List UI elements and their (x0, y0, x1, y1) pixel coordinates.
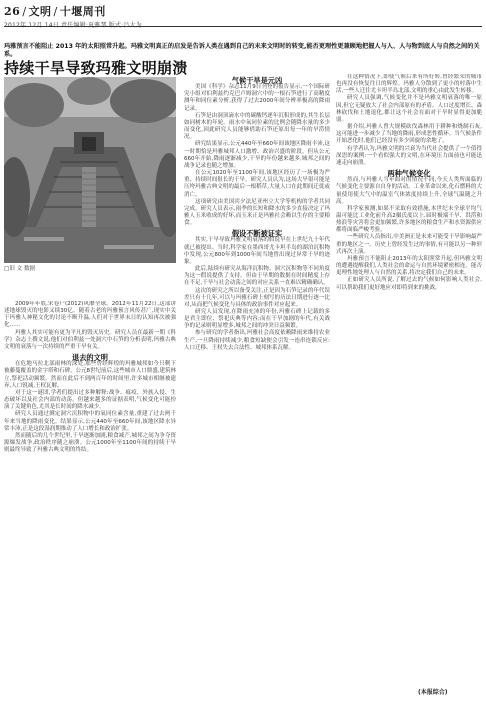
paragraph: 对于这一谜团,学者们提出过多种解释:战争、瘟疫、外族入侵、生态破坏以及社会内部的动荡。但越来越多的证据表明,气候变化可能扮演了关键角色,尤其是长时间的降水减少。 (4, 389, 176, 411)
paragraph: 据介绍,玛雅人曾大规模砍伐森林用于耕种和烧制石灰,这可能进一步减少了当地的降雨,形成恶性循环。当气候条件开始恶化时,他们已经没有多少回旋的余地了。 (336, 124, 482, 145)
paragraph: 这次的研究之所以备受关注,正是因为石笋记录的年代误差只有十几年,可以与玛雅石碑上刻写的历法日期进行逐一比对,从而把气候变化与具体的政治事件对应起来。 (184, 287, 330, 308)
paragraph: 研究人员强调,气候变化并不是玛雅文明衰落的唯一原因,但它无疑放大了社会内部原有的矛盾。人口过度增长、森林砍伐和土地退化,都让这个社会在面对干旱时显得更加脆弱。 (336, 95, 482, 123)
paragraph: 然而,与玛雅人当年面对的情况不同,今天人类所面临的气候变化主要源自自身的活动。工业革命以来,化石燃料的大量使用使大气中的温室气体浓度持续上升,全球气温随之升高。 (336, 177, 482, 205)
paragraph: 玛雅人其实可能有更为平凡的毁灭历史。研究人员在最新一期《科学》杂志上撰文说,他们对伯利兹一处洞穴中石笋的分析表明,玛雅古典文明的衰落与一次持续的严重干旱有关。 (4, 329, 176, 350)
photo-illustration (4, 77, 176, 263)
edition-name: 十堰周刊 (59, 5, 106, 18)
ruins-photo (4, 77, 176, 263)
page-number: 26 (4, 5, 21, 18)
paragraph: 在公元1020年至1100年间,该地区经历了一场极为严重、持续时间很长的干旱。研究人员认为,这场大旱很可能是压垮玛雅古典文明的最后一根稻草,大量人口在此期间迁徙或消亡。 (184, 170, 330, 198)
article-signature: (本报综合) (418, 689, 448, 696)
article-title: 持续干旱导致玛雅文明崩溃 (4, 59, 188, 77)
paragraph: 然而随后的几个世纪里,干旱逐渐加剧,粮食减产,城邦之间为争夺资源爆发战争,政治秩序随之崩溃。公元1000年至1100年间的持续干旱则最终导致了玛雅古典文明的终结。 (4, 432, 176, 454)
paragraph: 正如研究人员所说,了解过去的气候如何影响人类社会,可以帮助我们更好地应对即将到来的挑战。 (336, 277, 482, 291)
paragraph: 在这种情况下,即使气候后来有所好转,曾经繁荣的城市也再没有恢复往日的辉煌。玛雅人分散到了更小的村落中生活,一些人迁往尤卡坦半岛北部,文明的重心由此发生转移。 (336, 74, 482, 95)
paragraph: 研究结果显示,公元440年至660年间该地区降雨丰沛,这一时期恰是玛雅城邦人口激增、政治兴盛的阶段。但从公元660年开始,降雨逐渐减少,干旱的年份越来越多,城邦之间的战争记录也随之增加。 (184, 141, 330, 169)
subheading: 气候干旱是元凶 (231, 76, 283, 85)
paragraph: 这项研究由美国宾夕法尼亚州立大学等机构的学者共同完成。研究人员表示,雨季的长短和降水的多少直接决定了玛雅人玉米收成的好坏,而玉米正是玛雅社会赖以生存的主要粮食。 (184, 198, 330, 227)
paragraph: 研究人员通过测定洞穴沉积物中的氧同位素含量,重建了过去两千年来当地的降雨变化。结果显示,公元440年至660年间,该地区降水异常丰沛,正是这段湿润期推动了人口增长和政治扩张。 (4, 411, 176, 432)
paragraph: 其实,干旱导致玛雅文明衰落的假说早在上世纪九十年代就已被提出。当时,科学家在墨西哥尤卡坦半岛的湖泊沉积物中发现,公元800年到1000年间当地曾出现过异常干旱的迹象。 (184, 237, 330, 265)
paragraph: 有学者认为,玛雅文明的兴衰为当代社会提供了一个值得深思的案例:一个看似强大的文明,在环境压力面前也可能迅速走向崩溃。 (336, 145, 482, 166)
photo-caption: □旧 文 数据 (4, 266, 36, 272)
lead-paragraph: 玛雅预言不能阻止 2013 年的太阳照常升起。玛雅文明真正的启发是告诉人类在遇到自己的未来文明时的转变,能否更理性更兼顾地把握人与人、人与物到底人与自然之间的关系。 (4, 43, 480, 58)
page-header (4, 3, 482, 27)
section-name: 文明 (28, 5, 52, 18)
paragraph: 美国《科学》杂志11月9日刊登的报告显示,一个国际研究小组对伯利兹约克巴卢姆洞穴中的一根石笋进行了高精度测年和同位素分析,获得了过去2000年间分辨率极高的降雨记录。 (184, 84, 330, 112)
paragraph: 在危地马拉北部雨林的深处,那些曾经辉煌的玛雅城邦如今只剩下被藤蔓覆盖的金字塔和石碑。公元8世纪前后,这些城市人口鼎盛,建筑林立,祭祀活动频繁。然而在此后不到两百年的时间里,许多城市相继被遗弃,人口锐减,王权瓦解。 (4, 361, 176, 389)
paragraph: 科学家预测,如果不采取有效措施,本世纪末全球平均气温可能比工业化前升高2摄氏度以上,届时极端干旱、洪涝和热浪等灾害将会更加频繁,许多地区的粮食生产和水资源供应都将面临严峻考验。 (336, 205, 482, 234)
paragraph: 参与研究的学者指出,玛雅社会高度依赖降雨来维持农业生产,一旦降雨持续减少,粮食短缺便会引发一连串连锁反应:人口迁移、王权失去合法性、城邦体系瓦解。 (184, 330, 330, 351)
article-column-2 (184, 74, 330, 697)
paragraph: 此后,陆续有研究从海洋沉积物、洞穴沉积物等不同角度为这一假说提供了支持。但由于早期的数据在时间精度上存在不足,干旱与社会动荡之间的对应关系一直难以精确确认。 (184, 266, 330, 287)
paragraph: 2009年年底,宋卷尸(2012)风靡全球。2012年11月22日,这部讲述地球毁灭的电影又续30亿。随着古老的玛雅预言风传甚广,现实中关于玛雅人神秘文化的讨论不断升温,人们对于世界末日的认知再次被强化…… (4, 301, 176, 329)
article-column-3 (336, 74, 482, 697)
paragraph: 一些研究人员指出,中美洲正是未来可能受干旱影响最严重的地区之一。历史上曾经发生过的事情,有可能以另一种形式再次上演。 (336, 234, 482, 255)
header-meta: 2012年 12月 14日 责任编辑:夏雅琴 版式:吕大为 (4, 22, 143, 29)
paragraph: 石笋是由洞顶滴水中的碳酸钙逐年沉积形成的,其生长层如同树木的年轮。雨水中氧同位素的比例会随降水量的多少而变化,因此研究人员能够借助石笋还原出每一年的旱涝情况。 (184, 112, 330, 141)
subheading: 退去的文明 (72, 353, 108, 363)
paragraph: 玛雅预言不能阻止2013年的太阳照常升起,但玛雅文明的遭遇提醒我们,人类社会的命运与自然环境紧密相连。能否更理性地处理人与自然的关系,将决定我们自己的未来。 (336, 255, 482, 277)
article-column-1 (4, 301, 176, 699)
header-title-line: 26 / 文明 / 十堰周刊 (4, 5, 106, 18)
subheading: 假设不断被证实 (231, 229, 283, 239)
paragraph: 研究人员发现,在降雨充沛的年份,玛雅石碑上记载的多是君主即位、祭祀庆典等内容;而在干旱加剧的年代,有关战争的记录则明显增多,城邦之间的冲突日益频繁。 (184, 309, 330, 330)
subheading: 两种气候变化 (387, 169, 431, 179)
